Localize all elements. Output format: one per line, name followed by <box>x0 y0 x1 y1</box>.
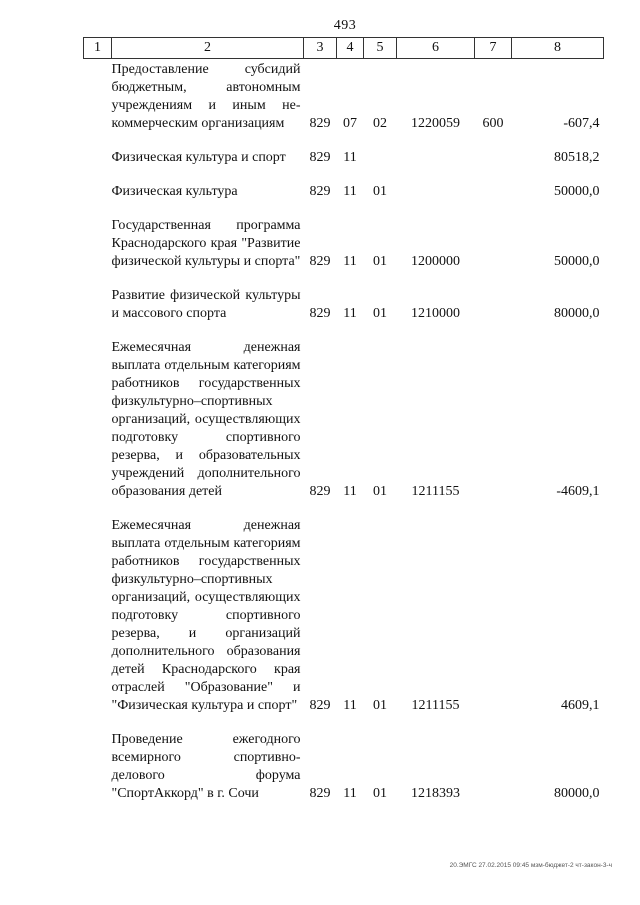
row-target-code: 1210000 <box>411 306 460 321</box>
column-header-2: 2 <box>112 38 304 59</box>
row-subsection-code: 02 <box>373 116 387 131</box>
row-section-code: 11 <box>343 184 357 199</box>
row-section-code: 07 <box>343 116 357 131</box>
row-subsection-code: 01 <box>373 306 387 321</box>
column-header-3: 3 <box>304 38 337 59</box>
row-expense-type-code <box>475 149 512 167</box>
column-header-8: 8 <box>512 38 604 59</box>
row-expense-type-code <box>475 183 512 201</box>
column-header-1: 1 <box>84 38 112 59</box>
row-subsection-code: 01 <box>373 254 387 269</box>
row-ministry-code: 829 <box>309 698 331 713</box>
row-name: Ежемесячная денежная выплата отдельным категориям работников государственных физкультурно–спортивных организаций, осуществляющих подготовку спортивного резерва, и образовательных учреждений дополнительного образования детей <box>111 340 301 499</box>
table-row <box>84 183 604 201</box>
row-subsection-code: 01 <box>373 484 387 499</box>
row-expense-type-code <box>475 287 512 323</box>
row-name: Развитие физической культуры и массового спорта <box>111 288 301 321</box>
document-footer: 20.ЭМГС 27.02.2015 09:45 мзм-бюджет-2 чт-закон-3-ч <box>449 862 612 869</box>
row-subsection-code: 01 <box>373 184 387 199</box>
row-amount: 50000,0 <box>554 254 600 269</box>
column-header-6: 6 <box>397 38 475 59</box>
row-target-code: 1220059 <box>411 116 460 131</box>
page-number: 493 <box>333 18 357 33</box>
row-target-code: 1211155 <box>411 484 460 499</box>
row-expense-type-code <box>475 217 512 271</box>
row-amount: -4609,1 <box>556 484 600 499</box>
column-header-4: 4 <box>337 38 364 59</box>
row-target-code: 1211155 <box>411 698 460 713</box>
row-name: Проведение ежегодного всемирного спортивно-делового форума "СпортАккорд" в г. Сочи <box>111 732 301 801</box>
row-amount: 80518,2 <box>554 150 600 165</box>
row-target-code <box>397 183 475 201</box>
row-amount: -607,4 <box>563 116 600 131</box>
row-expense-type-code <box>475 339 512 501</box>
column-header-7: 7 <box>475 38 512 59</box>
row-section-code: 11 <box>343 150 357 165</box>
row-subsection-code: 01 <box>373 786 387 801</box>
row-ministry-code: 829 <box>309 184 331 199</box>
row-subsection-code <box>364 149 397 167</box>
row-section-code: 11 <box>343 306 357 321</box>
row-target-code: 1218393 <box>411 786 460 801</box>
row-section-code: 11 <box>343 484 357 499</box>
row-expense-type-code: 600 <box>482 116 504 131</box>
row-name: Предоставление субсидий бюджетным, автономным учреждениям и иным не-коммерческим организациям <box>111 62 301 131</box>
budget-table <box>83 37 604 803</box>
row-ministry-code: 829 <box>309 254 331 269</box>
row-target-code: 1200000 <box>411 254 460 269</box>
row-ministry-code: 829 <box>309 786 331 801</box>
row-section-code: 11 <box>343 698 357 713</box>
row-amount: 80000,0 <box>554 306 600 321</box>
row-ministry-code: 829 <box>309 306 331 321</box>
row-name: Физическая культура и спорт <box>111 150 286 165</box>
table-row <box>84 287 604 323</box>
table-row <box>84 339 604 501</box>
row-ministry-code: 829 <box>309 116 331 131</box>
row-amount: 4609,1 <box>561 698 600 713</box>
row-expense-type-code <box>475 517 512 715</box>
row-name: Ежемесячная денежная выплата отдельным категориям работников государственных физкультурно–спортивных организаций, осуществляющих подготовку спортивного резерва, и организаций дополнительного образования детей Краснодарского края отраслей "Образование" и "Физическая культура и спорт" <box>111 518 301 713</box>
table-row <box>84 59 604 134</box>
table-row <box>84 149 604 167</box>
row-section-code: 11 <box>343 786 357 801</box>
row-ministry-code: 829 <box>309 484 331 499</box>
column-header-5: 5 <box>364 38 397 59</box>
row-section-code: 11 <box>343 254 357 269</box>
row-subsection-code: 01 <box>373 698 387 713</box>
table-row <box>84 517 604 715</box>
row-name: Государственная программа Краснодарского края "Развитие физической культуры и спорта" <box>111 218 301 269</box>
table-row <box>84 217 604 271</box>
row-name: Физическая культура <box>111 184 238 199</box>
row-amount: 50000,0 <box>554 184 600 199</box>
row-amount: 80000,0 <box>554 786 600 801</box>
row-target-code <box>397 149 475 167</box>
table-row <box>84 731 604 803</box>
row-expense-type-code <box>475 731 512 803</box>
row-ministry-code: 829 <box>309 150 331 165</box>
column-numbers-row <box>84 38 604 59</box>
